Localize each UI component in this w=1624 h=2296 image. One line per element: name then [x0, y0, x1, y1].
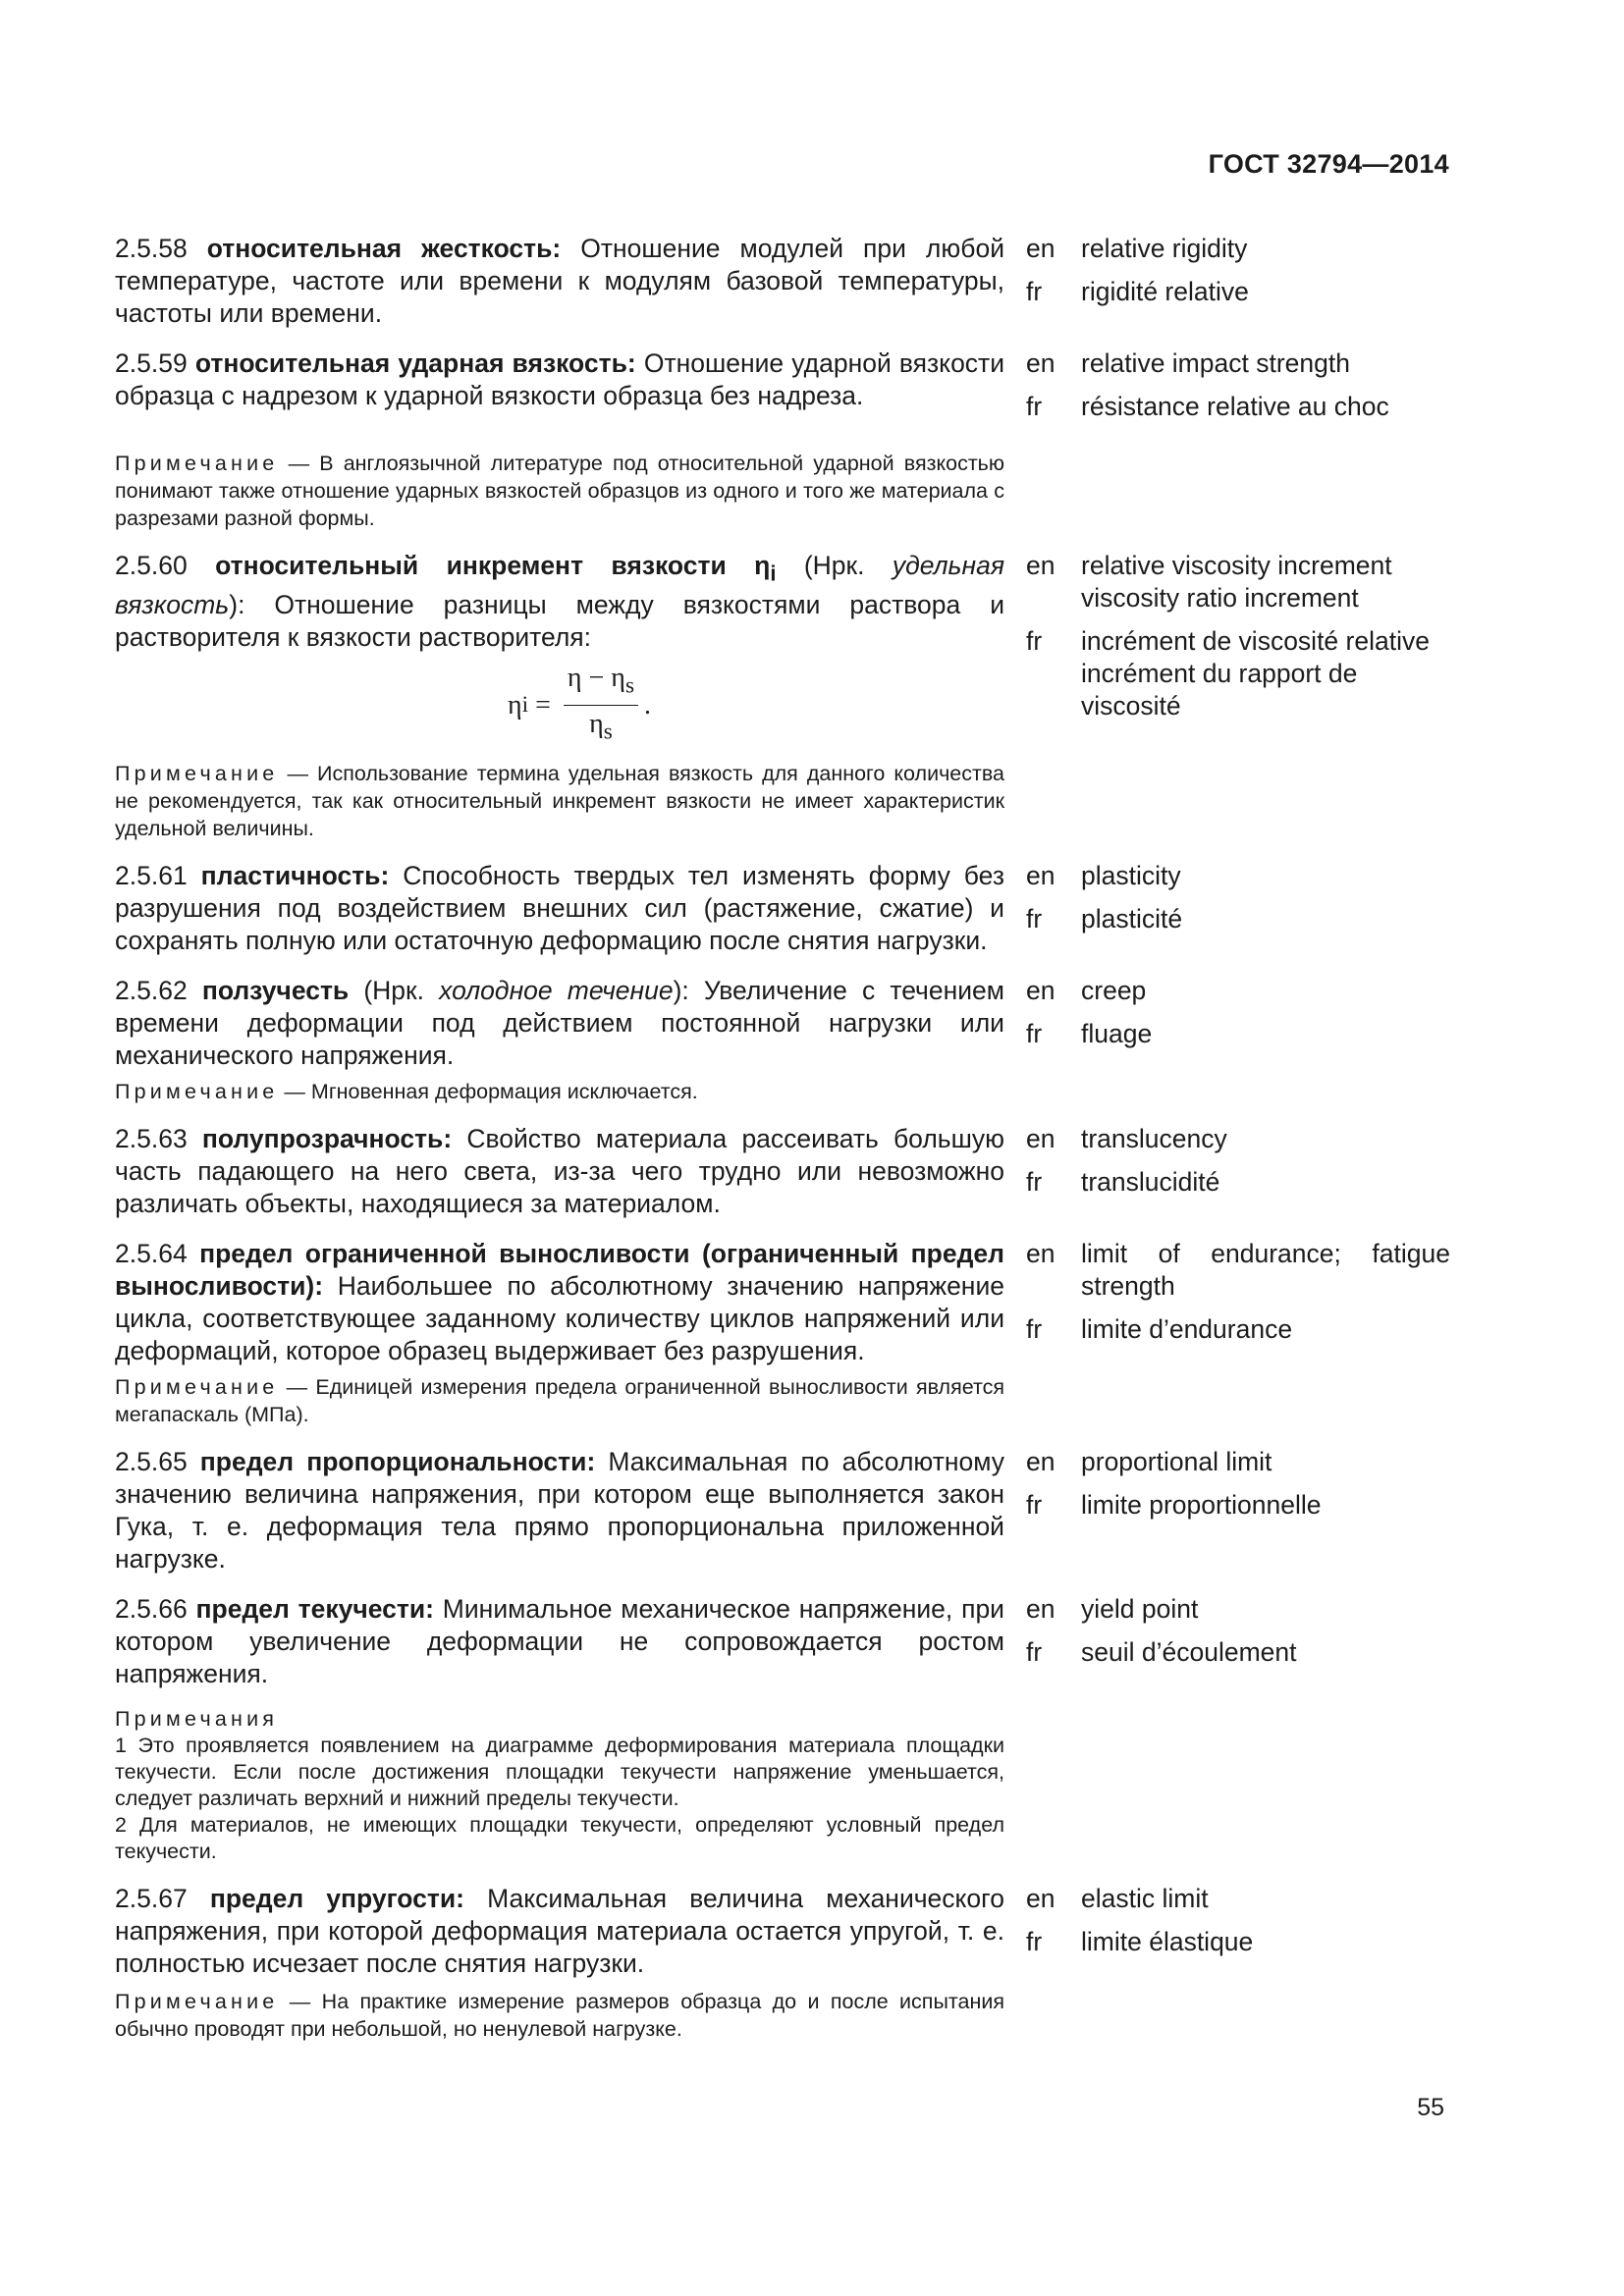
note-text: На практике измерение размеров образца до и после испытания обычно проводят при небольшой, но ненулевой нагрузке.: [115, 1990, 1004, 2042]
term-definition: [115, 1883, 1004, 1980]
term-entry: [115, 975, 1450, 1105]
lang-en: en: [1026, 1447, 1056, 1477]
lang-en: en: [1026, 1594, 1056, 1625]
viscosity-formula: [115, 654, 1004, 758]
term-number: 2.5.66: [115, 1594, 188, 1625]
term-entry: [115, 233, 1450, 330]
term-name: предел ограниченной выносливости (ограниченный предел выносливости):: [115, 1239, 1004, 1302]
lang-fr: fr: [1026, 1019, 1043, 1049]
term-number: 2.5.62: [115, 976, 188, 1006]
numerator-sub: s: [624, 672, 635, 699]
definition-prefix: (Нрк.: [349, 976, 440, 1006]
denominator-sub: s: [603, 719, 613, 745]
note-text: Использование термина удельная вязкость для данного количества не рекомендуется, так как относительный инкремент вязкости не имеет характеристик удельной величины.: [115, 762, 1004, 841]
english-term: relative rigidity: [1081, 234, 1248, 263]
definition-text: Наибольшее по абсолютному значению напряжение цикла, соответствующее заданному количеству циклов напряжений или деформаций, которое образец выдерживает без разрушения.: [115, 1271, 1004, 1366]
note-dash: —: [278, 762, 318, 786]
english-term: plasticity: [1081, 861, 1181, 891]
term-name: относительный инкремент вязкости η: [215, 551, 771, 580]
denominator-text: η: [589, 708, 604, 739]
french-term: seuil d’écoulement: [1081, 1637, 1297, 1668]
term-number: 2.5.65: [115, 1447, 188, 1477]
formula-lhs: η: [507, 689, 522, 721]
term-note: [115, 1078, 1004, 1105]
term-number: 2.5.61: [115, 861, 188, 891]
term-name: ползучесть: [201, 976, 350, 1006]
definition-prefix: (Нрк.: [776, 551, 893, 580]
note-dash: —: [278, 1080, 311, 1104]
french-term: limite d’endurance: [1081, 1314, 1293, 1345]
numerator-text: η − η: [567, 663, 625, 694]
term-note: [115, 760, 1004, 842]
note-dash: —: [278, 452, 320, 475]
translations: [1026, 1446, 1450, 1575]
term-name: относительная жесткость:: [206, 234, 562, 263]
formula-lhs-sub: i: [521, 691, 529, 718]
term-number: 2.5.67: [115, 1884, 188, 1914]
note-item: 2 Для материалов, не имеющих площадки текучести, определяют условный предел текучести.: [115, 1813, 1004, 1864]
formula-numerator: [564, 662, 638, 706]
formula-fraction: [564, 662, 638, 748]
lang-fr: fr: [1026, 1314, 1043, 1345]
definition-text: Минимальное механическое напряжение, при котором увеличение деформации не сопровождается ростом напряжения.: [115, 1594, 1004, 1689]
term-name: предел упругости:: [209, 1884, 464, 1914]
note-text: Мгновенная деформация исключается.: [310, 1080, 698, 1104]
english-term: relative impact strength: [1081, 348, 1350, 378]
term-entry: [115, 1593, 1450, 1865]
english-term: elastic limit: [1081, 1884, 1209, 1914]
lang-en: en: [1026, 551, 1056, 580]
note-text: В англоязычной литературе под относительной ударной вязкостью понимают также отношение ударных вязкостей образцов из одного и того же материала с разрезами разной формы.: [115, 452, 1004, 530]
lang-en: en: [1026, 861, 1056, 891]
note-text: Единицей измерения предела ограниченной выносливости является мегапаскаль (МПа).: [115, 1375, 1004, 1427]
term-entry: [115, 1883, 1450, 2043]
french-term: limite élastique: [1081, 1927, 1254, 1957]
term-definition: [115, 233, 1004, 330]
terms-list: [115, 233, 1450, 2060]
french-term: incrément du rapport de viscosité: [1081, 659, 1358, 721]
term-entry: [115, 347, 1450, 532]
english-term: viscosity ratio increment: [1081, 583, 1359, 613]
formula-equals: =: [528, 689, 558, 721]
french-term: fluage: [1081, 1019, 1153, 1049]
deprecated-term: холодное течение: [439, 976, 674, 1006]
note-label: Примечание: [115, 1375, 279, 1400]
definition-text: Отношение ударной вязкости образца с надрезом к ударной вязкости образца без надреза.: [115, 348, 1004, 410]
note-dash: —: [278, 1375, 316, 1400]
english-term: relative viscosity increment: [1081, 551, 1392, 580]
term-entry: [115, 1123, 1450, 1220]
french-term: plasticité: [1081, 904, 1183, 934]
english-term: creep: [1081, 976, 1147, 1006]
lang-en: en: [1026, 976, 1056, 1006]
term-note: [115, 1373, 1004, 1428]
french-term: résistance relative au choc: [1081, 392, 1389, 421]
lang-en: en: [1026, 1239, 1056, 1269]
term-note: [115, 1988, 1004, 2043]
term-number: 2.5.60: [115, 551, 188, 580]
lang-fr: fr: [1026, 904, 1043, 934]
note-item: 1 Это проявляется появлением на диаграмме деформирования материала площадки текучести. Если после достижения площадки текучести напряжение уменьшается, следует различать верхний и нижний пределы текучести.: [115, 1734, 1004, 1811]
lang-fr: fr: [1026, 1167, 1043, 1198]
note-dash: —: [278, 1990, 322, 2014]
page-number: 55: [1417, 2094, 1444, 2121]
term-subscript: i: [770, 561, 777, 586]
french-term: incrément de viscosité relative: [1081, 626, 1430, 656]
term-entry: [115, 1238, 1450, 1428]
term-definition: [115, 1123, 1004, 1220]
lang-en: en: [1026, 348, 1056, 378]
term-name: полупрозрачность:: [201, 1124, 453, 1154]
definition-text: Максимальная по абсолютному значению величина напряжения, при котором еще выполняется закон Гука, т. е. деформация тела прямо пропорциональна приложенной нагрузке.: [115, 1447, 1004, 1575]
translations: [1026, 233, 1450, 330]
definition-text: ): Увеличение с течением времени деформации под действием постоянной нагрузки или механического напряжения.: [115, 976, 1004, 1071]
term-note: [115, 450, 1004, 532]
term-entry: [115, 550, 1450, 842]
translations: [1026, 1883, 1450, 1980]
document-header: ГОСТ 32794—2014: [1208, 149, 1449, 179]
lang-fr: fr: [1026, 1927, 1043, 1957]
term-definition: [115, 1446, 1004, 1575]
translations: [1026, 975, 1450, 1072]
english-term: proportional limit: [1081, 1447, 1272, 1477]
deprecated-term: удельная вязкость: [115, 551, 1004, 620]
translations: [1026, 1238, 1450, 1367]
term-entry: [115, 1446, 1450, 1575]
lang-en: en: [1026, 1124, 1056, 1154]
term-definition: [115, 975, 1004, 1072]
definition-text: Максимальная величина механического напряжения, при которой деформация материала остается упругой, т. е. полностью исчезает после снятия нагрузки.: [115, 1884, 1004, 1979]
definition-text: Свойство материала рассеивать большую часть падающего на него света, из-за чего трудно или невозможно различать объекты, находящиеся за материалом.: [115, 1124, 1004, 1219]
lang-fr: fr: [1026, 1637, 1043, 1668]
french-term: rigidité relative: [1081, 277, 1249, 306]
term-definition: [115, 550, 1004, 758]
translations: [1026, 550, 1450, 758]
term-number: 2.5.59: [115, 348, 188, 378]
english-term: yield point: [1081, 1594, 1199, 1625]
lang-fr: fr: [1026, 1490, 1043, 1521]
term-notes: [115, 1706, 1004, 1865]
translations: [1026, 347, 1450, 434]
french-term: limite proportionnelle: [1081, 1490, 1322, 1521]
term-name: предел текучести:: [195, 1594, 434, 1625]
lang-en: en: [1026, 234, 1056, 263]
definition-text: ): Отношение разницы между вязкостями раствора и растворителя к вязкости растворителя:: [115, 590, 1004, 653]
note-label: Примечание: [115, 762, 279, 786]
notes-label: Примечания: [115, 1707, 279, 1732]
term-number: 2.5.63: [115, 1124, 188, 1154]
term-entry: [115, 860, 1450, 957]
french-term: translucidité: [1081, 1167, 1220, 1198]
formula-denominator: [585, 706, 617, 749]
definition-text: Отношение модулей при любой температуре, частоте или времени к модулям базовой температуры, частоты или времени.: [115, 234, 1004, 328]
translations: [1026, 860, 1450, 957]
definition-text: Способность твердых тел изменять форму без разрушения под воздействием внешних сил (растяжение, сжатие) и сохранять полную или остаточную деформацию после снятия нагрузки.: [115, 861, 1004, 956]
note-label: Примечание: [115, 1080, 279, 1104]
term-number: 2.5.64: [115, 1239, 188, 1269]
term-name: предел пропорциональности:: [199, 1447, 596, 1477]
note-label: Примечание: [115, 1990, 279, 2014]
term-name: пластичность:: [200, 861, 390, 891]
formula-end: .: [644, 689, 652, 721]
term-number: 2.5.58: [115, 234, 188, 263]
translations: [1026, 1593, 1450, 1690]
lang-fr: fr: [1026, 392, 1043, 421]
lang-fr: fr: [1026, 626, 1043, 656]
note-label: Примечание: [115, 452, 279, 475]
lang-en: en: [1026, 1884, 1056, 1914]
lang-fr: fr: [1026, 277, 1043, 306]
term-definition: [115, 1593, 1004, 1690]
english-term: limit of endurance; fatigue strength: [1081, 1239, 1450, 1302]
term-name: относительная ударная вязкость:: [194, 348, 636, 378]
english-term: translucency: [1081, 1124, 1227, 1154]
term-definition: [115, 1238, 1004, 1367]
translations: [1026, 1123, 1450, 1220]
term-definition: [115, 347, 1004, 434]
term-definition: [115, 860, 1004, 957]
